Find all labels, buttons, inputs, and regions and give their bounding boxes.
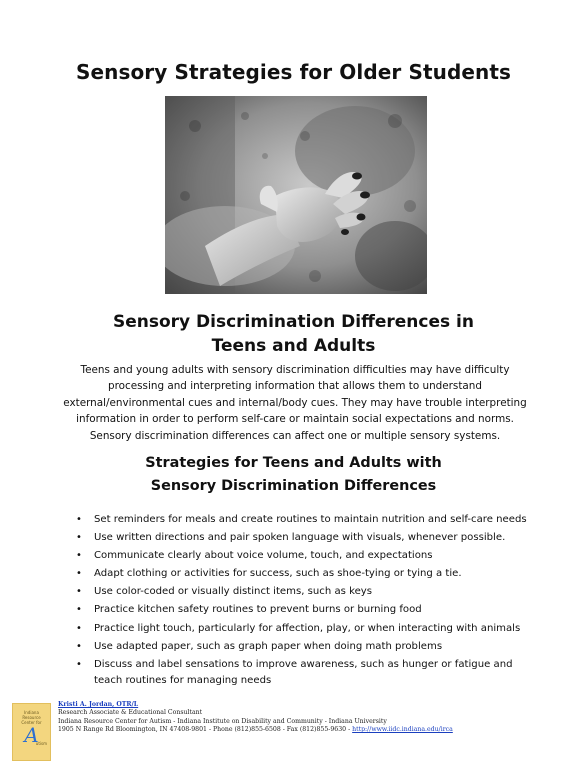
- author-name-link[interactable]: Kristi A. Jordan, OTR/L: [58, 701, 139, 708]
- list-item-text: Practice kitchen safety routines to prevent burns or burning food: [94, 604, 422, 616]
- website-link[interactable]: http://www.iidc.indiana.edu/irca: [352, 726, 453, 734]
- list-item: [76, 566, 541, 582]
- organization: Indiana Resource Center for Autism - Indiana Institute on Disability and Community - Indiana University: [58, 717, 387, 725]
- hand-photo-image: [165, 96, 427, 294]
- list-item: [76, 584, 541, 600]
- bullet-icon: •: [76, 622, 82, 634]
- author-role: Research Associate & Educational Consultant: [58, 709, 203, 717]
- logo-line: utism: [35, 741, 47, 746]
- strategies-list: [76, 512, 541, 691]
- bullet-icon: •: [76, 586, 82, 598]
- section2-heading-line2: Sensory Discrimination Differences: [150, 478, 437, 494]
- logo-text: [13, 710, 50, 746]
- bullet-icon: •: [76, 514, 82, 525]
- list-item: [76, 657, 541, 689]
- bullet-icon: •: [76, 568, 82, 580]
- list-item: [76, 548, 541, 564]
- bullet-icon: •: [76, 532, 82, 544]
- section1-body: Teens and young adults with sensory discrimination difficulties may have difficulty processing and interpreting information that allows them to understand external/environmental cues and internal/body cues. They may have trouble interpreting information in order to perform self-care or maintain social expectations and norms. Sensory discrimination differences can affect one or multiple sensory systems.: [63, 364, 527, 442]
- irca-logo: [12, 703, 51, 761]
- list-item: [76, 639, 541, 655]
- section2-heading: [0, 452, 587, 498]
- address-line: 1905 N Range Rd Bloomington, IN 47408-9801 - Phone (812)855-6508 - Fax (812)855-9630 -: [58, 726, 353, 734]
- logo-letter-a: A: [24, 723, 39, 747]
- section1-heading: [0, 310, 587, 358]
- bullet-icon: •: [76, 658, 82, 670]
- list-item-text: Discuss and label sensations to improve awareness, such as hunger or fatigue and teach routines for managing needs: [94, 658, 513, 686]
- logo-line: Indiana: [24, 710, 39, 715]
- hand-photo: [165, 96, 427, 294]
- bullet-icon: •: [76, 604, 82, 616]
- section1-heading-line2: Teens and Adults: [211, 336, 376, 356]
- list-item-text: Practice light touch, particularly for affection, play, or when interacting with animals: [94, 622, 521, 634]
- page-title: Sensory Strategies for Older Students: [75, 60, 512, 84]
- bullet-icon: •: [76, 640, 82, 652]
- footer-contact: [58, 701, 558, 735]
- logo-line: Center for: [21, 720, 42, 725]
- list-item-text: Communicate clearly about voice volume, touch, and expectations: [94, 550, 433, 562]
- list-item: [76, 621, 541, 637]
- section2-heading-line1: Strategies for Teens and Adults with: [145, 455, 442, 471]
- section1-heading-line1: Sensory Discrimination Differences in: [112, 312, 474, 332]
- logo-line: Resource: [22, 715, 41, 720]
- list-item-text: Set reminders for meals and create routines to maintain nutrition and self-care needs: [94, 514, 527, 525]
- list-item: [76, 512, 541, 528]
- list-item-text: Use written directions and pair spoken language with visuals, whenever possible.: [94, 532, 506, 544]
- list-item-text: Use color-coded or visually distinct items, such as keys: [94, 586, 373, 598]
- list-item: [76, 530, 541, 546]
- list-item-text: Use adapted paper, such as graph paper when doing math problems: [94, 640, 443, 652]
- list-item: [76, 602, 541, 618]
- bullet-icon: •: [76, 550, 82, 562]
- list-item-text: Adapt clothing or activities for success, such as shoe-tying or tying a tie.: [94, 568, 462, 580]
